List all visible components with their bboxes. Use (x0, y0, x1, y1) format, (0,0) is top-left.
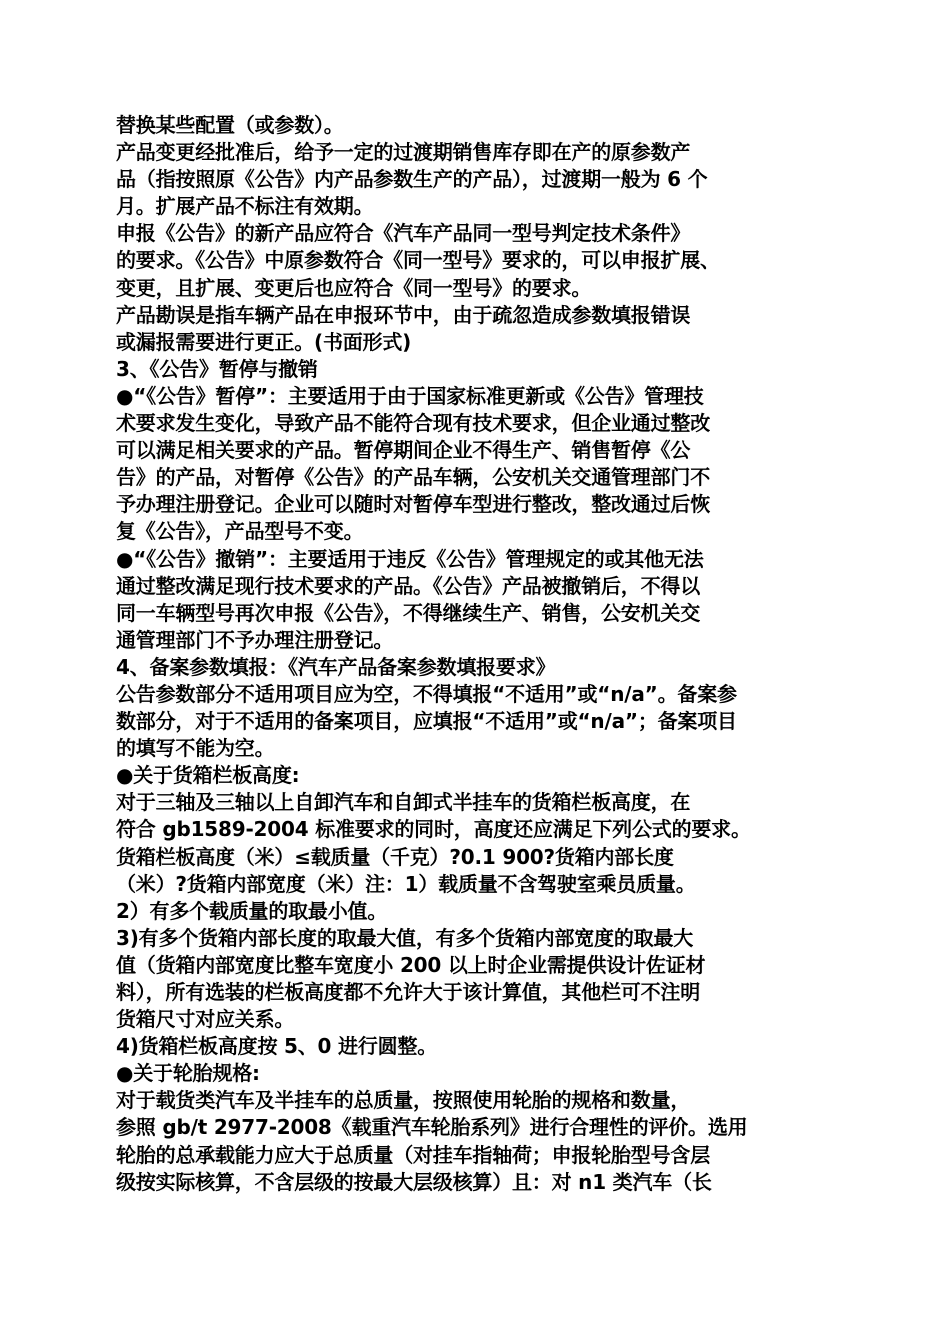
text-line: ●“《公告》撤销”：主要适用于违反《公告》管理规定的或其他无法 (116, 546, 704, 571)
text-line: 通管理部门不予办理注册登记。 (116, 627, 394, 652)
bullet-heading: ●关于货箱栏板高度: (116, 763, 300, 788)
text-line: 数部分，对于不适用的备案项目，应填报“不适用”或“n/a”；备案项目 (116, 709, 737, 734)
text-line: 或漏报需要进行更正。(书面形式) (116, 329, 412, 354)
text-line: 对于三轴及三轴以上自卸汽车和自卸式半挂车的货箱栏板高度，在 (116, 790, 691, 815)
text-line: 品（指按照原《公告》内产品参数生产的产品），过渡期一般为 6 个 (116, 167, 708, 192)
text-line: 申报《公告》的新产品应符合《汽车产品同一型号判定技术条件》 (116, 221, 691, 246)
text-line: 予办理注册登记。企业可以随时对暂停车型进行整改，整改通过后恢 (116, 492, 710, 517)
text-line: （米）?货箱内部宽度（米）注：1）载质量不含驾驶室乘员质量。 (116, 871, 696, 896)
text-line: 货箱尺寸对应关系。 (116, 1007, 295, 1032)
text-line: 可以满足相关要求的产品。暂停期间企业不得生产、销售暂停《公 (116, 438, 691, 463)
text-line: 同一车辆型号再次申报《公告》，不得继续生产、销售，公安机关交 (116, 600, 700, 625)
text-line: 对于载货类汽车及半挂车的总质量，按照使用轮胎的规格和数量， (116, 1088, 691, 1113)
bullet-heading: ●关于轮胎规格: (116, 1061, 260, 1086)
text-line: 产品勘误是指车辆产品在申报环节中，由于疏忽造成参数填报错误 (116, 302, 691, 327)
text-line: 3)有多个货箱内部长度的取最大值，有多个货箱内部宽度的取最大 (116, 925, 694, 950)
section-heading: 4、备案参数填报：《汽车产品备案参数填报要求》 (116, 654, 556, 679)
text-line: 货箱栏板高度（米）≤载质量（千克）?0.1 900?货箱内部长度 (116, 844, 674, 869)
text-line: 值（货箱内部宽度比整车宽度小 200 以上时企业需提供设计佐证材 (116, 952, 706, 977)
text-line: 告》的产品，对暂停《公告》的产品车辆，公安机关交通管理部门不 (116, 465, 710, 490)
text-line: 轮胎的总承载能力应大于总质量（对挂车指轴荷；申报轮胎型号含层 (116, 1142, 710, 1167)
section-heading: 3、《公告》暂停与撤销 (116, 356, 318, 381)
text-line: 料），所有选装的栏板高度都不允许大于该计算值，其他栏可不注明 (116, 980, 700, 1004)
text-line: 变更，且扩展、变更后也应符合《同一型号》的要求。 (116, 275, 592, 300)
text-line: 2）有多个载质量的取最小值。 (116, 898, 388, 923)
text-line: 的要求。《公告》中原参数符合《同一型号》要求的，可以申报扩展、 (116, 248, 720, 273)
body-text (116, 112, 838, 1196)
text-line: 符合 gb1589-2004 标准要求的同时，高度还应满足下列公式的要求。 (116, 817, 751, 842)
text-line: 参照 gb/t 2977-2008《载重汽车轮胎系列》进行合理性的评价。选用 (116, 1115, 748, 1140)
text-line: 产品变更经批准后，给予一定的过渡期销售库存即在产的原参数产 (116, 140, 691, 165)
text-line: 公告参数部分不适用项目应为空，不得填报“不适用”或“n/a”。备案参 (116, 681, 737, 706)
text-line: ●“《公告》暂停”：主要适用于由于国家标准更新或《公告》管理技 (116, 383, 704, 408)
text-line: 级按实际核算，不含层级的按最大层级核算）且：对 n1 类汽车（长 (116, 1169, 712, 1194)
text-line: 术要求发生变化，导致产品不能符合现有技术要求，但企业通过整改 (116, 411, 710, 436)
text-line: 4)货箱栏板高度按 5、0 进行圆整。 (116, 1034, 438, 1059)
text-line: 月。扩展产品不标注有效期。 (116, 194, 374, 219)
text-line: 替换某些配置（或参数）。 (116, 113, 344, 137)
text-line: 复《公告》，产品型号不变。 (116, 519, 364, 544)
text-line: 的填写不能为空。 (116, 736, 275, 761)
text-line: 通过整改满足现行技术要求的产品。《公告》产品被撤销后，不得以 (116, 573, 700, 598)
